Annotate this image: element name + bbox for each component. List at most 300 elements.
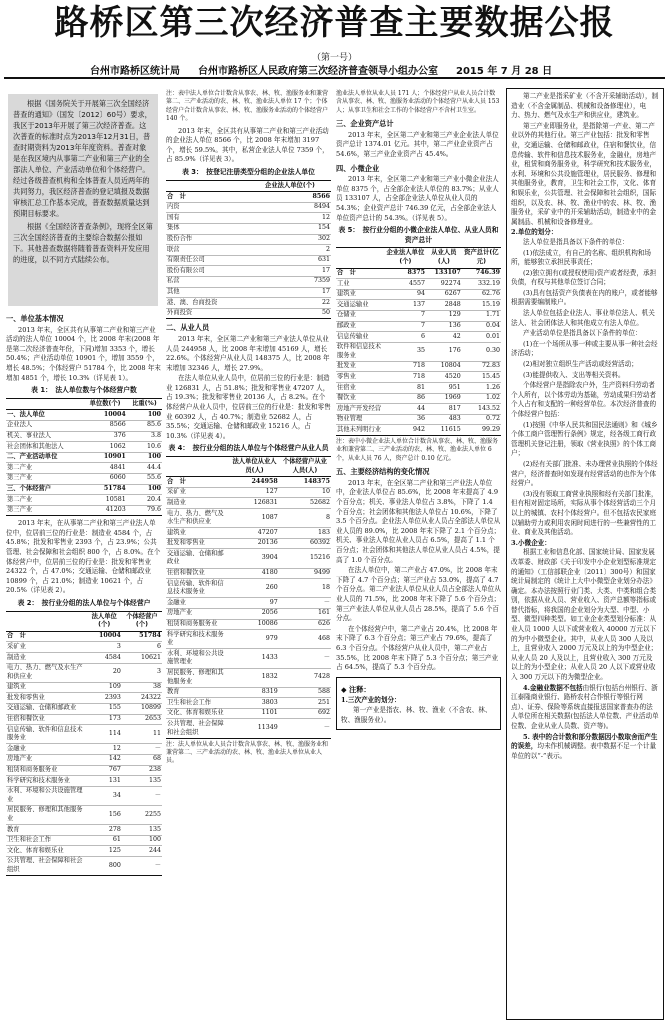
table-3 — [166, 180, 331, 320]
cell-value: 0.30 — [462, 342, 501, 361]
row-label: 第三产业 — [6, 505, 83, 516]
cell-value: 4584 — [87, 653, 122, 664]
cell-value: 3 — [87, 642, 122, 653]
cell-value: 10804 — [426, 361, 462, 372]
cell-value: 376 — [83, 431, 126, 442]
table-row — [166, 687, 331, 698]
column-header — [166, 457, 230, 477]
body-paragraph: 2013 年末，全区第二产业和第三产业企业法人单位资产总计 1374.01 亿元。其中，第二产业企业资产占 54.6%，第三产业企业资产占 45.4%。 — [336, 130, 499, 158]
row-label: 文化、体育和娱乐业 — [166, 708, 230, 719]
cell-value: 36 — [385, 414, 426, 425]
row-label: 二、产业活动单位 — [6, 452, 83, 463]
row-label: 私营 — [166, 276, 249, 287]
row-label: 建筑业 — [166, 528, 230, 539]
note-heading: 3.小微企业： — [511, 538, 551, 547]
column-header: 资产总计(亿元) — [462, 248, 501, 268]
cell-value: 61 — [87, 835, 122, 846]
row-label: 住宿和餐饮业 — [6, 714, 87, 725]
table-row — [166, 698, 331, 709]
row-label: 合 计 — [166, 192, 249, 203]
cell-value: － — [122, 786, 162, 805]
row-label: 文化、体育和娱乐业 — [6, 846, 87, 857]
row-label: 租赁和商务服务业 — [6, 765, 87, 776]
table-row — [166, 509, 331, 528]
note-heading: 4.金融业数据不包括 — [523, 683, 583, 692]
column-header — [6, 611, 87, 631]
cell-value: 42 — [426, 332, 462, 343]
row-label: 金融业 — [166, 598, 230, 609]
cell-value: 100 — [127, 484, 162, 495]
section-heading: 四、小微企业 — [336, 163, 380, 173]
row-label: 采矿业 — [166, 487, 230, 498]
table-row — [336, 279, 501, 290]
row-label: 合 计 — [166, 477, 230, 488]
cell-value: 62.76 — [462, 289, 501, 300]
cell-value: 85.6 — [127, 420, 162, 431]
cell-value: 2056 — [230, 608, 279, 619]
body-paragraph: 2013 年末，全区第二产业和第三产业法人单位从业人员 244958 人，比 2008 年末增加 45169 人，增长 22.6%。个体经营户从业人员 148375 人，比 2008 年末增加 32346 人，增长 27.9%。 — [166, 334, 330, 372]
body-paragraph: 2013 年末，在全区第二产业和第三产业法人单位中，企业法人单位占 85.6%，比 2008 年末提高了 4.9 个百分点；机关、事业法人单位占 3.8%，下降了 1.4 个百分点；社会团体和其他法人单位占 10.6%，下降了 3.5 个百分点。企业法人单位从业人员占全部法人单位从业人员的 89.0%，比 2008 年末下降了 2.1 个百分点；机关、事业法人单位从业人员占 6.5%，提高了 1.1 个百分点；社会团体和其他法人单位从业人员占 4.5%，提高了 1.0 个百分点。 — [336, 478, 501, 564]
table-note: 注：表中小微企业法人单位合计数含从事农、林、牧、渔服务业和兼营第二、三产业活动的农、林、牧、渔业法人单位 6 个，从业人员 76 人，资产总计 0.10 亿元。 — [336, 438, 499, 462]
cell-value: 137 — [385, 300, 426, 311]
table-row — [336, 425, 501, 436]
cell-value: 1969 — [426, 393, 462, 404]
cell-value: 278 — [87, 825, 122, 836]
issue-number: （第一号） — [311, 53, 357, 63]
table-row — [336, 289, 501, 300]
section-heading: 二、从业人员 — [166, 323, 210, 333]
cell-value: 12 — [87, 744, 122, 755]
row-label: 住宿业 — [336, 383, 385, 394]
table-row — [336, 342, 501, 361]
table-row — [166, 608, 331, 619]
cell-value: 47207 — [230, 528, 279, 539]
cell-value: 126831 — [230, 498, 279, 509]
table-note: 注：法人单位从业人员合计数含从事农、林、牧、渔服务业和兼营第二、三产业活动的农、林、牧、渔业法人单位从业人员。 — [166, 740, 329, 765]
cell-value: 24322 — [122, 693, 162, 704]
table-row — [166, 192, 331, 203]
table-row — [336, 321, 501, 332]
table-note: 渔业法人单位从业人员 171 人；个体经营户从业人员合计数含从事农、林、牧、渔服务业活动的个体经营户从业人员 153 人；从事卫生和社会工作的个体经营户不含村卫生室。 — [336, 90, 500, 114]
row-label: 股份有限公司 — [166, 266, 249, 277]
table-row — [336, 404, 501, 415]
row-label: 合 计 — [6, 631, 87, 642]
cell-value: 11 — [122, 725, 162, 744]
row-label: 房地产业 — [6, 754, 87, 765]
table-row — [6, 452, 162, 463]
table-row — [6, 420, 162, 431]
row-label: 一、法人单位 — [6, 410, 83, 421]
cell-value: 99.29 — [462, 425, 501, 436]
row-label: 住宿和餐饮业 — [166, 568, 230, 579]
table-row — [6, 495, 162, 506]
note-paragraph: 第一产业是指农、林、牧、渔业（不含农、林、牧、渔服务业）。 — [341, 705, 492, 724]
row-label: 物业管理 — [336, 414, 385, 425]
table-row — [6, 846, 162, 857]
table-row — [166, 598, 331, 609]
cell-value: 10.6 — [127, 442, 162, 453]
cell-value: 692 — [279, 708, 331, 719]
column-1 — [6, 310, 162, 1020]
cell-value: 125 — [87, 846, 122, 857]
cell-value: 7428 — [279, 668, 331, 687]
table-row — [6, 431, 162, 442]
cell-value: 7 — [385, 321, 426, 332]
note-paragraph: 法人单位包括企业法人、事业单位法人、机关法人、社会团体法人和其他成立有法人单位。 — [511, 309, 655, 327]
cell-value: 4520 — [426, 372, 462, 383]
table-row — [166, 498, 331, 509]
row-label: 交通运输、仓储和邮政业 — [166, 549, 230, 568]
cell-value: 6267 — [426, 289, 462, 300]
cell-value: 11615 — [426, 425, 462, 436]
notes-box — [336, 677, 501, 730]
table-row — [6, 856, 162, 875]
body-paragraph: 在法人单位从业人员中，位居前三位的行业是：制造业 126831 人，占 51.8%；批发和零售业 47207 人，占 19.3%；批发和零售业 20136 人，占 8.2%。在个体经营户从业人员中，位居前三位的行业是：批发和零售业 60392 人，占 40.7%；制造业 52682 人，占 35.5%；交通运输、仓储和邮政业 15216 人，占 10.3%（详见表 4）。 — [166, 374, 331, 440]
table-row — [6, 682, 162, 693]
note-paragraph: 法人单位是指具备以下条件的单位： — [523, 237, 629, 246]
header-rule — [4, 77, 665, 79]
cell-value: 718 — [385, 361, 426, 372]
cell-value: 631 — [249, 255, 331, 266]
cell-value: 44 — [385, 404, 426, 415]
table-row — [166, 528, 331, 539]
column-header: 法人单位(个) — [87, 611, 122, 631]
column-header: 企业法人单位(个) — [249, 180, 331, 192]
cell-value: 7 — [385, 310, 426, 321]
cell-value: 12 — [249, 213, 331, 224]
issuer-1: 台州市路桥区统计局 — [90, 66, 180, 77]
cell-value: 86 — [385, 393, 426, 404]
row-label: 仓储业 — [336, 310, 385, 321]
row-label: 电力、热力、燃气及水生产和供应业 — [6, 663, 87, 682]
cell-value: 136 — [426, 321, 462, 332]
cell-value: 60392 — [279, 538, 331, 549]
cell-value: 68 — [122, 754, 162, 765]
cell-value: 81 — [385, 383, 426, 394]
cell-value: 1832 — [230, 668, 279, 687]
section-heading: 三、企业资产总计 — [336, 119, 394, 129]
cell-value: 0.72 — [462, 414, 501, 425]
cell-value: 10004 — [83, 410, 126, 421]
cell-value: 483 — [426, 414, 462, 425]
cell-value: 34 — [87, 786, 122, 805]
table-row — [6, 505, 162, 516]
cell-value: 6 — [385, 332, 426, 343]
table-row — [6, 765, 162, 776]
row-label: 三、个体经营户 — [6, 484, 83, 495]
table-row — [6, 825, 162, 836]
cell-value: 468 — [279, 630, 331, 649]
cell-value: － — [279, 598, 331, 609]
row-label: 第三产业 — [6, 473, 83, 484]
note-paragraph: 第二产业是指采矿业（不含开采辅助活动），制造业（不含金属制品、机械和设备修理业），电力、热力、燃气及水生产和供应业，建筑业。 — [511, 92, 659, 120]
cell-value: 8494 — [249, 202, 331, 213]
table-row — [6, 463, 162, 474]
row-label: 电力、热力、燃气及水生产和供应业 — [166, 509, 230, 528]
table-row — [336, 383, 501, 394]
cell-value: 1101 — [230, 708, 279, 719]
cell-value: 8375 — [385, 268, 426, 279]
column-header: 企业法人单位(个) — [385, 248, 426, 268]
note-paragraph: (1)依法成立，有自己的名称、组织机构和场所，能够独立承担民事责任； — [511, 248, 652, 267]
cell-value: 942 — [385, 425, 426, 436]
table-note: 注：表中法人单位合计数含从事农、林、牧、渔服务业和兼营第二、三产业活动的农、林、牧、渔业法人单位 17 个；个体经营户合计数含从事农、林、牧、渔服务业活动的个体经营户 140 个。 — [166, 90, 329, 123]
cell-value: 800 — [87, 856, 122, 875]
note-paragraph: (1)在一个场所从事一种或主要从事一种社会经济活动； — [511, 339, 658, 358]
table-row — [6, 631, 162, 642]
row-label: 集体 — [166, 223, 249, 234]
cell-value: 15.19 — [462, 300, 501, 311]
cell-value: 15216 — [279, 549, 331, 568]
cell-value: 20.4 — [127, 495, 162, 506]
cell-value: 100 — [122, 835, 162, 846]
table-4 — [166, 456, 331, 739]
row-label: 有限责任公司 — [166, 255, 249, 266]
row-label: 金融业 — [6, 744, 87, 755]
row-label: 餐饮业 — [336, 393, 385, 404]
table-row — [166, 276, 331, 287]
cell-value: 244958 — [230, 477, 279, 488]
cell-value: 135 — [122, 776, 162, 787]
cell-value: 1062 — [83, 442, 126, 453]
cell-value: 1087 — [230, 509, 279, 528]
table-1 — [6, 398, 162, 517]
table-row — [6, 442, 162, 453]
note-paragraph: 个体经营户是指除农户外，生产资料归劳动者个人所有，以个体劳动为基础，劳动成果归劳动者个人占有和支配的一种经营单位。本次经济普查的个体经营户包括： — [511, 381, 657, 418]
note-text: 由银行(包括台州银行、浙江泰隆商业银行、路桥农村合作银行等银行网点）、证券、保险等系统直接报送国家普查办的法人单位所在相关数据(包括法人单位数、产业活动单位数、企业从业人员数、资产等)。 — [511, 683, 659, 730]
body-paragraph: 在法人单位中，第二产业占 47.0%，比 2008 年末下降了 4.7 个百分点；第三产业占 53.0%，提高了 4.7 个百分点。第二产业法人单位从业人员占全部法人单位从业人员的 71.5%，比 2008 年末下降了 5.6 个百分点；第三产业法人单位从业人员占 28.5%，提高了 5.6 个百分点。 — [336, 566, 501, 623]
notes-heading: ◆ 注释： — [341, 684, 371, 694]
cell-value: 161 — [279, 608, 331, 619]
cell-value: 10086 — [230, 619, 279, 630]
row-label: 邮政业 — [336, 321, 385, 332]
row-label: 信息传输业 — [336, 332, 385, 343]
cell-value: 1.02 — [462, 393, 501, 404]
row-label: 建筑业 — [336, 289, 385, 300]
cell-value: 155 — [87, 703, 122, 714]
note-paragraph: (2)相对独立组织生产活动或经营活动； — [523, 360, 638, 369]
table-row — [166, 287, 331, 298]
table-row — [166, 649, 331, 668]
cell-value: 1.26 — [462, 383, 501, 394]
table-row — [336, 310, 501, 321]
cell-value: 7359 — [249, 276, 331, 287]
table-2 — [6, 611, 162, 876]
cell-value: 127 — [230, 487, 279, 498]
cell-value: 183 — [279, 528, 331, 539]
table-row — [166, 223, 331, 234]
cell-value: 626 — [279, 619, 331, 630]
table-row — [6, 786, 162, 805]
body-paragraph: 2013 年末，全区共有从事第二产业和第三产业活动的企业法人单位 8566 个，比 2008 年末增加 3197 个，增长 59.5%。其中，私营企业法人单位 7359 个，占 85.9%（详见表 3）。 — [166, 126, 329, 164]
cell-value: － — [279, 649, 331, 668]
cell-value: 129 — [426, 310, 462, 321]
cell-value: 238 — [122, 765, 162, 776]
table-row — [166, 708, 331, 719]
cell-value: 951 — [426, 383, 462, 394]
preface-paragraph: 根据《全国经济普查条例》，现将全区第三次全国经济普查的主要综合数据公报如下。其他普查数据将随着普查资料开发应用的进度，以不同方式陆续公布。 — [13, 222, 153, 264]
cell-value: 8319 — [230, 687, 279, 698]
table-row — [336, 372, 501, 383]
cell-value: 142 — [87, 754, 122, 765]
cell-value: 52682 — [279, 498, 331, 509]
column-2 — [166, 88, 331, 1020]
table-row — [336, 332, 501, 343]
cell-value: 55.6 — [127, 473, 162, 484]
table-caption: 表 2： 按行业分组的法人单位与个体经营户 — [17, 599, 151, 608]
table-row — [336, 414, 501, 425]
row-label: 第二产业 — [6, 495, 83, 506]
publish-date: 2015 年 7 月 28 日 — [456, 66, 553, 77]
table-row — [166, 619, 331, 630]
issuer-2: 台州市路桥区人民政府第三次经济普查领导小组办公室 — [198, 66, 438, 77]
row-label: 其他 — [166, 287, 249, 298]
cell-value: 143.52 — [462, 404, 501, 415]
cell-value: 1.71 — [462, 310, 501, 321]
bulletin-title: 路桥区第三次经济普查主要数据公报 — [54, 3, 615, 43]
row-label: 水利、环境和公共设施管理业 — [166, 649, 230, 668]
cell-value: 3904 — [230, 549, 279, 568]
table-row — [166, 568, 331, 579]
row-label: 采矿业 — [6, 642, 87, 653]
row-label: 软件和信息技术服务业 — [336, 342, 385, 361]
cell-value: 817 — [426, 404, 462, 415]
row-label: 工业 — [336, 279, 385, 290]
column-header — [166, 180, 249, 192]
row-label: 卫生和社会工作 — [166, 698, 230, 709]
note-heading: 5. 表中的合计数和部分数据因小数取舍而产生的误差， — [511, 732, 658, 751]
cell-value: 4841 — [83, 463, 126, 474]
cell-value: 767 — [87, 765, 122, 776]
column-header: 法人单位从业人员(人) — [230, 457, 279, 477]
row-label: 股份合作 — [166, 234, 249, 245]
cell-value: 3 — [122, 663, 162, 682]
cell-value: 17 — [249, 287, 331, 298]
table-row — [6, 642, 162, 653]
table-row — [166, 255, 331, 266]
cell-value: 156 — [87, 805, 122, 824]
cell-value: 746.39 — [462, 268, 501, 279]
row-label: 水利、环境和公共设施管理业 — [6, 786, 87, 805]
cell-value: － — [122, 856, 162, 875]
body-paragraph: 在个体经营户中，第二产业占 20.4%，比 2008 年末下降了 6.3 个百分点；第三产业占 79.6%，提高了 6.3 个百分点。个体经营户从业人员中，第二产业占 35.5%，比 2008 年末下降了 5.3 个百分点；第三产业占 64.5%，提高了 5.3 个百分点。 — [336, 624, 499, 672]
row-label: 信息传输、软件和信息技术服务业 — [166, 579, 230, 598]
row-label: 租赁和商务服务业 — [166, 619, 230, 630]
table-row — [166, 668, 331, 687]
row-label: 教育 — [6, 825, 87, 836]
cell-value: 302 — [249, 234, 331, 245]
table-row — [6, 410, 162, 421]
table-row — [166, 579, 331, 598]
row-label: 港、澳、台商投资 — [166, 298, 249, 309]
note-paragraph: 第三产业即服务业，是指除第一产业、第二产业以外的其他行业。第三产业包括：批发和零售业，交通运输、仓储和邮政业，住宿和餐饮业，信息传输、软件和信息技术服务业，金融业，房地产业，租赁和商务服务业，科学研究和技术服务业，水利、环境和公共设施管理业，居民服务、修理和其他服务业，教育，卫生和社会工作，文化、体育和娱乐业，公共管理、社会保障和社会组织，国际组织，以及农、林、牧、渔业中的农、林、牧、渔服务业，采矿业中的开采辅助活动，制造业中的金属制品、机械和设备修理业。 — [511, 121, 657, 226]
section-heading: 一、单位基本情况 — [6, 314, 64, 323]
table-row — [166, 487, 331, 498]
cell-value: 4180 — [230, 568, 279, 579]
table-row — [6, 693, 162, 704]
cell-value: 17 — [249, 266, 331, 277]
cell-value: 92274 — [426, 279, 462, 290]
cell-value: 135 — [122, 825, 162, 836]
cell-value: 244 — [122, 846, 162, 857]
row-label: 居民服务、修理和其他服务业 — [166, 668, 230, 687]
table-row — [6, 754, 162, 765]
note-heading: 1.三次产业的划分： — [341, 696, 401, 705]
cell-value: 51784 — [83, 484, 126, 495]
cell-value: 109 — [87, 682, 122, 693]
cell-value: 2848 — [426, 300, 462, 311]
cell-value: 6060 — [83, 473, 126, 484]
row-label: 交通运输、仓储和邮政业 — [6, 703, 87, 714]
row-label: 企业法人 — [6, 420, 83, 431]
byline — [90, 62, 660, 77]
column-header: 个体经营户从业人员(人) — [279, 457, 331, 477]
cell-value: 4557 — [385, 279, 426, 290]
note-heading: 2.单位的划分： — [511, 228, 558, 237]
table-row — [166, 308, 331, 319]
table-row — [166, 477, 331, 488]
cell-value: 10621 — [122, 653, 162, 664]
row-label: 居民服务、修理和其他服务业 — [6, 805, 87, 824]
cell-value: 0.04 — [462, 321, 501, 332]
row-label: 社会团体和其他法人 — [6, 442, 83, 453]
row-label: 合 计 — [336, 268, 385, 279]
cell-value: 148375 — [279, 477, 331, 488]
cell-value: 332.19 — [462, 279, 501, 290]
row-label: 信息传输、软件和信息技术服务业 — [6, 725, 87, 744]
row-label: 房地产开发经营 — [336, 404, 385, 415]
table-row — [166, 719, 331, 738]
table-row — [166, 245, 331, 256]
cell-value: 131 — [87, 776, 122, 787]
cell-value: 173 — [87, 714, 122, 725]
table-row — [336, 300, 501, 311]
column-header: 比重(%) — [127, 398, 162, 410]
row-label: 制造业 — [166, 498, 230, 509]
table-row — [6, 653, 162, 664]
cell-value: 2393 — [87, 693, 122, 704]
table-row — [336, 361, 501, 372]
table-5 — [336, 247, 501, 436]
row-label: 建筑业 — [6, 682, 87, 693]
table-row — [6, 805, 162, 824]
column-header: 个体经营户(个) — [122, 611, 162, 631]
row-label: 机关、事业法人 — [6, 431, 83, 442]
cell-value: 1433 — [230, 649, 279, 668]
cell-value: 41203 — [83, 505, 126, 516]
row-label: 联营 — [166, 245, 249, 256]
cell-value: 3.8 — [127, 431, 162, 442]
note-paragraph — [511, 684, 659, 732]
cell-value: 100 — [127, 452, 162, 463]
cell-value: 3803 — [230, 698, 279, 709]
cell-value: 15.45 — [462, 372, 501, 383]
cell-value: 11349 — [230, 719, 279, 738]
table-row — [6, 776, 162, 787]
cell-value: 20 — [87, 663, 122, 682]
cell-value: 38 — [122, 682, 162, 693]
table-caption: 表 4： 按行业分组的法人单位与个体经营户从业人员 — [168, 444, 329, 453]
row-label: 批发业 — [336, 361, 385, 372]
note-paragraph: (1)按照《中华人民共和国民法通则》和《城乡个体工商户管理暂行条例》规定，经各级工商行政管理机关登记注册，领取《营业执照》的个体工商户； — [511, 420, 658, 458]
row-label: 公共管理、社会保障和社会组织 — [166, 719, 230, 738]
cell-value: 0.01 — [462, 332, 501, 343]
note-paragraph — [511, 733, 659, 762]
note-text: 均未作机械调整。表中数据不足一个计量单位的以“-”表示。 — [511, 742, 657, 760]
row-label: 制造业 — [6, 653, 87, 664]
table-row — [166, 298, 331, 309]
cell-value: 2255 — [122, 805, 162, 824]
